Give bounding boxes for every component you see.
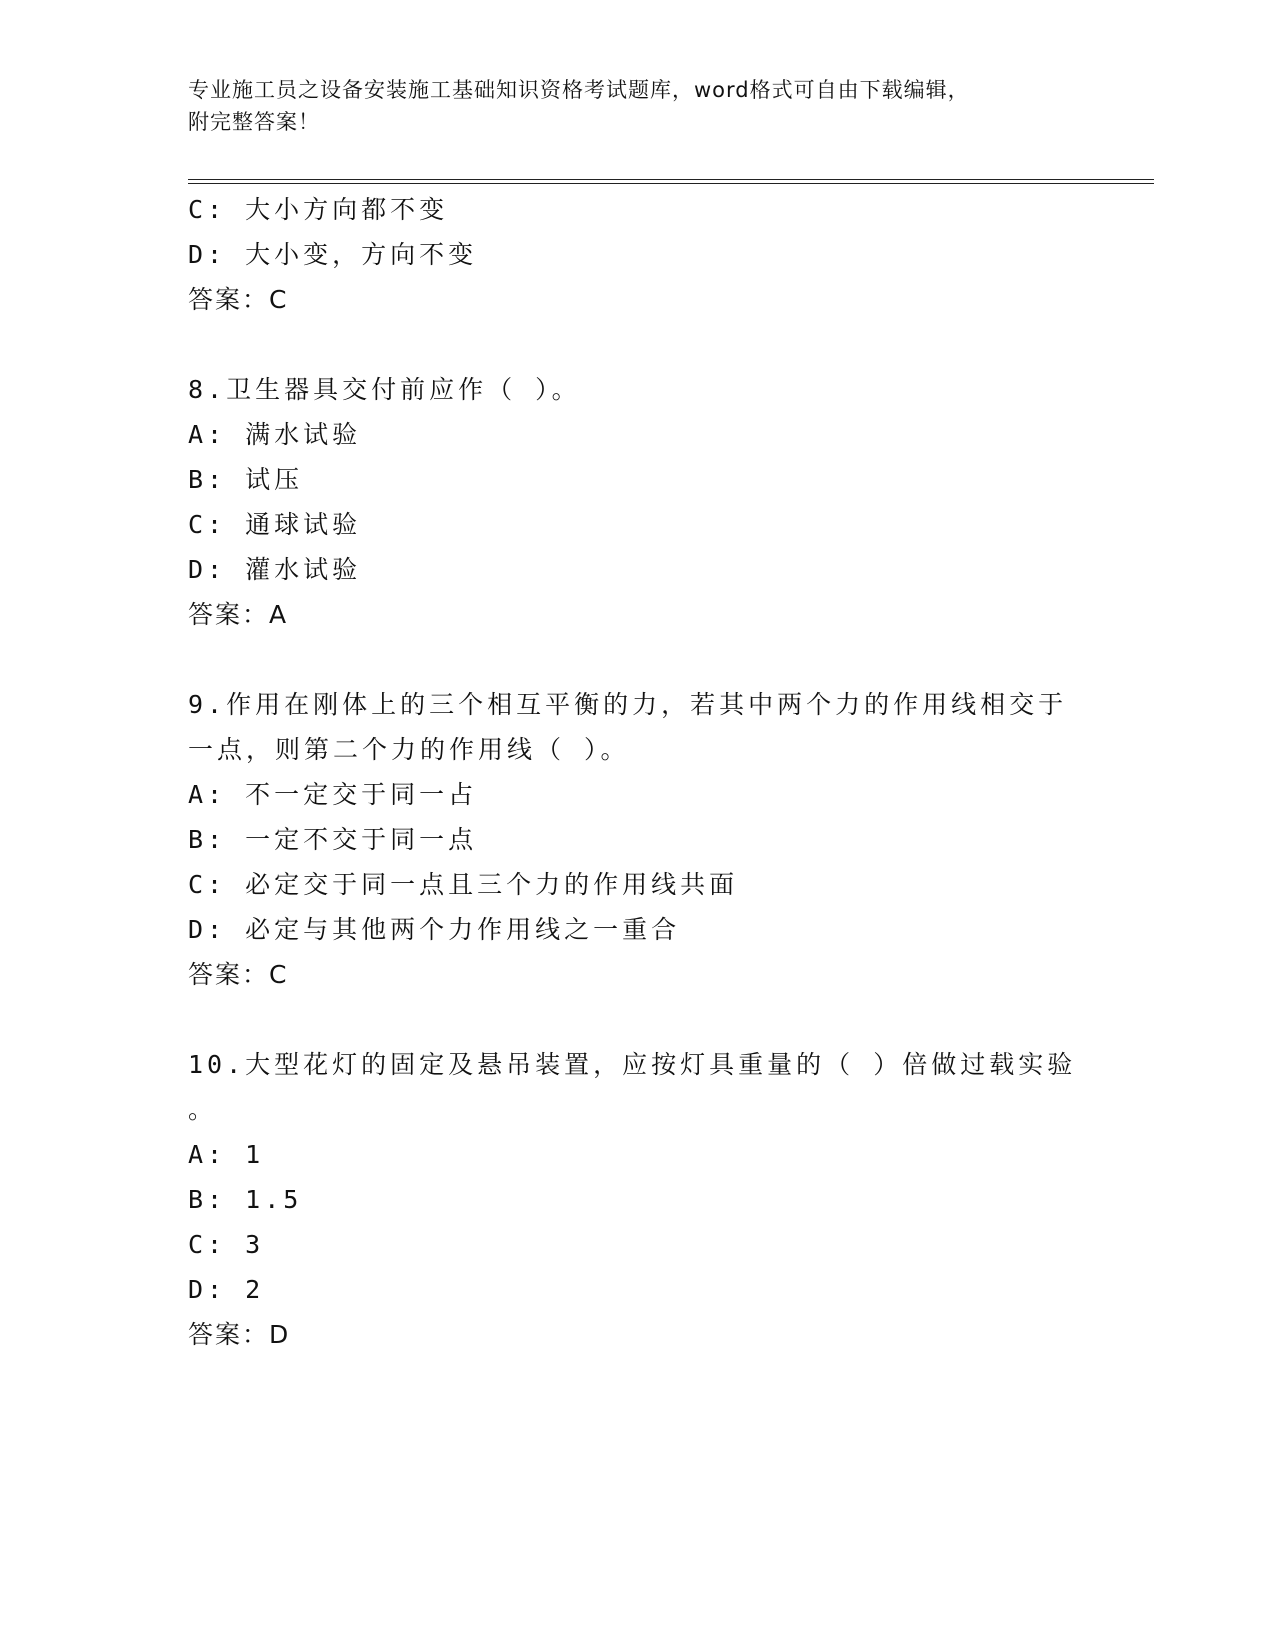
q9-answer: 答案：C xyxy=(188,960,289,989)
header-line-1: 专业施工员之设备安装施工基础知识资格考试题库，word格式可自由下载编辑， xyxy=(188,78,970,102)
q10-question-line-1: 10.大型花灯的固定及悬吊装置，应按灯具重量的（ ）倍做过载实验 xyxy=(188,1050,1077,1079)
q10-answer: 答案：D xyxy=(188,1320,291,1349)
q8-option-a: A: 满水试验 xyxy=(188,420,362,449)
q9-option-c: C: 必定交于同一点且三个力的作用线共面 xyxy=(188,870,739,899)
document-header xyxy=(188,74,1088,138)
q10-option-b: B: 1.5 xyxy=(188,1185,303,1214)
q9-option-b: B: 一定不交于同一点 xyxy=(188,825,478,854)
q10-option-a: A: 1 xyxy=(188,1140,265,1169)
header-line-2: 附完整答案！ xyxy=(188,110,320,134)
q8-answer: 答案：A xyxy=(188,600,289,629)
q10-option-d: D: 2 xyxy=(188,1275,265,1304)
header-divider-bottom xyxy=(188,183,1154,184)
q9-question-line-1: 9.作用在刚体上的三个相互平衡的力，若其中两个力的作用线相交于 xyxy=(188,690,1068,719)
header-divider-top xyxy=(188,179,1154,180)
q8-option-d: D: 灌水试验 xyxy=(188,555,362,584)
q7-option-d: D: 大小变，方向不变 xyxy=(188,240,478,269)
q8-option-b: B: 试压 xyxy=(188,465,304,494)
q9-option-d: D: 必定与其他两个力作用线之一重合 xyxy=(188,915,681,944)
q7-option-c: C: 大小方向都不变 xyxy=(188,195,449,224)
q10-question-line-2: 。 xyxy=(188,1095,218,1124)
q10-option-c: C: 3 xyxy=(188,1230,265,1259)
q8-option-c: C: 通球试验 xyxy=(188,510,362,539)
q7-answer: 答案：C xyxy=(188,285,289,314)
q8-question: 8.卫生器具交付前应作（ ）。 xyxy=(188,375,581,404)
q9-option-a: A: 不一定交于同一占 xyxy=(188,780,478,809)
q9-question-line-2: 一点，则第二个力的作用线（ ）。 xyxy=(188,735,630,764)
